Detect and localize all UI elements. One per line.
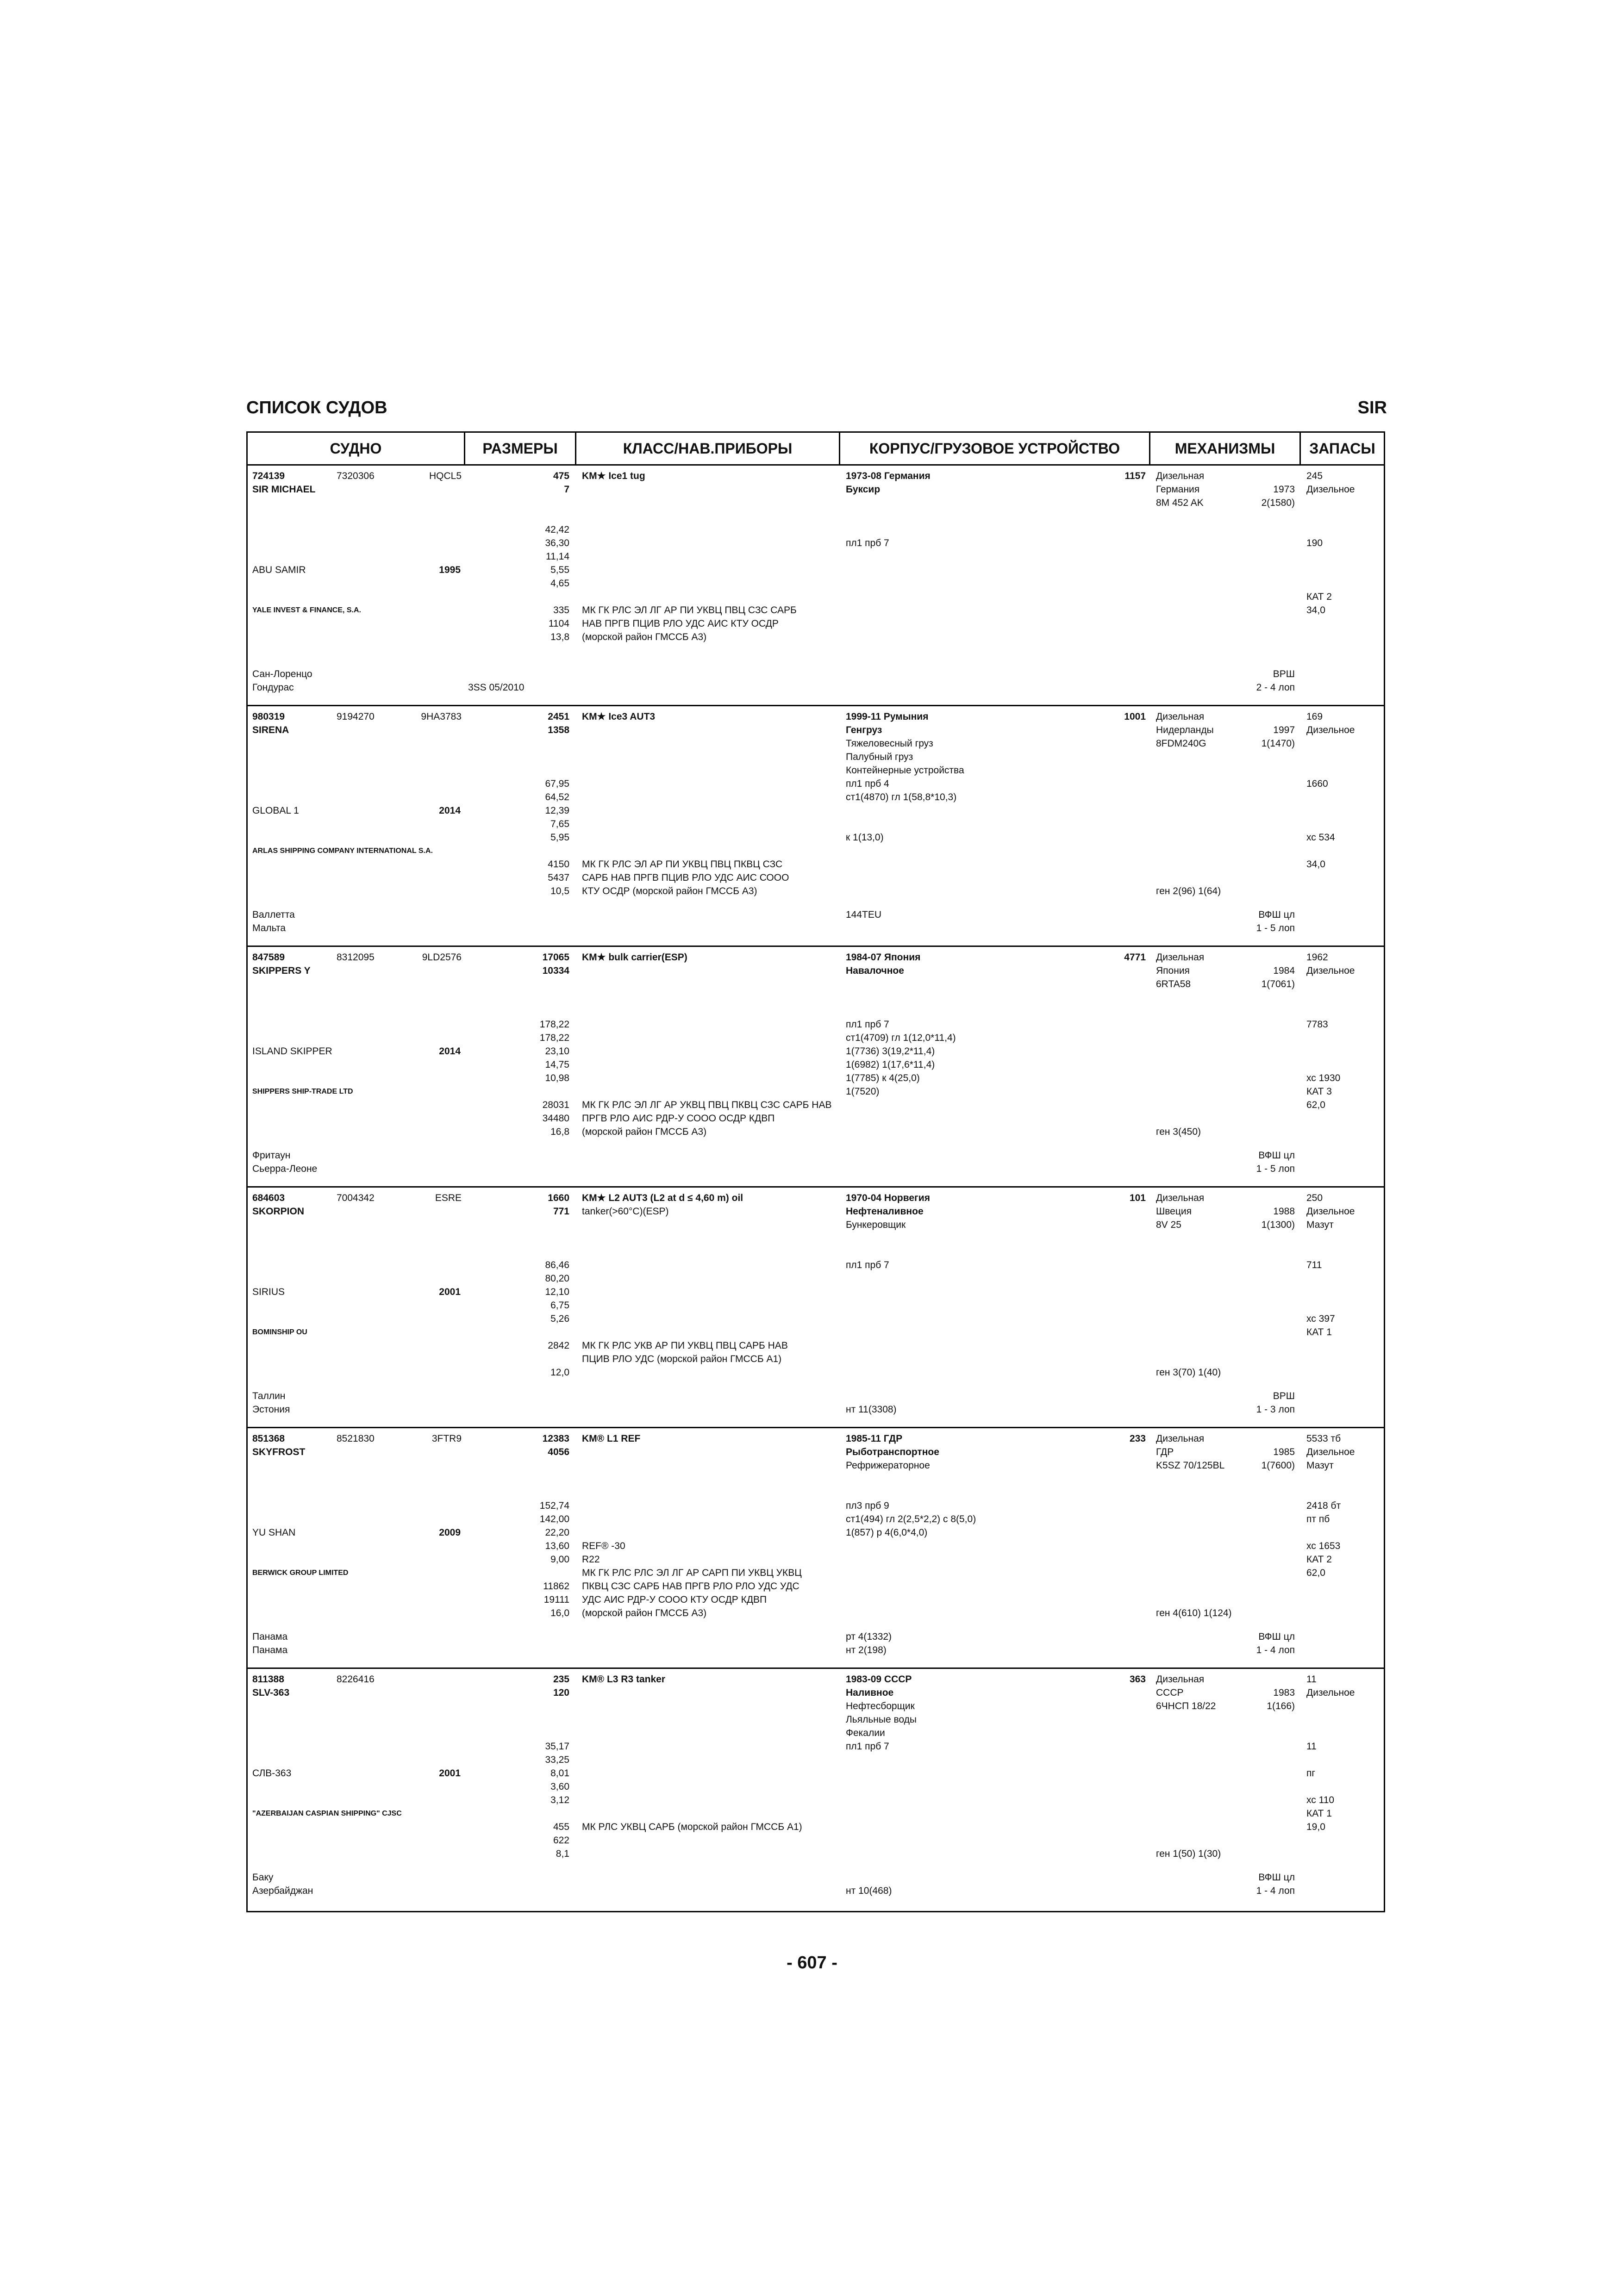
hull-line: Льяльные воды xyxy=(846,1714,917,1725)
engine-line: 8FDM240G xyxy=(1156,738,1206,749)
yard-number: 233 xyxy=(1129,1433,1146,1444)
ship-id: 847589 xyxy=(252,952,285,963)
stock-line: 250 xyxy=(1306,1193,1323,1203)
ship-record xyxy=(248,1188,1384,1428)
port: Панама xyxy=(252,1631,288,1642)
dimension-value: 64,52 xyxy=(545,792,569,803)
dimension-value: 12,39 xyxy=(545,805,569,816)
engine-line: Нидерланды xyxy=(1156,725,1214,735)
dimension-value: 7,65 xyxy=(550,819,569,829)
stock-line: 711 xyxy=(1306,1260,1322,1270)
hull-line: пл1 прб 7 xyxy=(846,1260,889,1270)
imo-number: 7320306 xyxy=(337,471,375,481)
generators: ген 3(450) xyxy=(1156,1126,1201,1137)
hull-line: Нефтесборщик xyxy=(846,1701,915,1711)
stock-line: КАТ 2 xyxy=(1306,591,1332,602)
engine-line: Дизельная xyxy=(1156,952,1205,963)
imo-number: 8312095 xyxy=(337,952,375,963)
nav-equipment: ПРГВ РЛО АИС РДР-У СООО ОСДР КДВП xyxy=(582,1113,775,1124)
dimension-value: 455 xyxy=(553,1822,569,1832)
former-name: YU SHAN xyxy=(252,1527,296,1538)
header-sudno: СУДНО xyxy=(248,433,465,464)
hull-line: 1(7520) xyxy=(846,1086,880,1097)
engine-line: Дизельная xyxy=(1156,1193,1205,1203)
dimension-value: 1660 xyxy=(548,1193,569,1203)
dimension-value: 12,0 xyxy=(550,1367,569,1378)
owner: ARLAS SHIPPING COMPANY INTERNATIONAL S.A. xyxy=(252,847,433,855)
propeller: ВФШ цл xyxy=(1258,1872,1295,1883)
engine-line: Дизельная xyxy=(1156,1674,1205,1685)
build-info: 1973-08 Германия xyxy=(846,471,931,481)
stock-line: хс 1930 xyxy=(1306,1073,1341,1083)
hull-line: пл1 прб 4 xyxy=(846,778,889,789)
former-name: ISLAND SKIPPER xyxy=(252,1046,332,1057)
propeller: ВФШ цл xyxy=(1258,909,1295,920)
dimension-value: 13,8 xyxy=(550,632,569,642)
page-title: СПИСОК СУДОВ xyxy=(246,398,387,417)
stock-line: 11 xyxy=(1306,1741,1317,1752)
engine-year: 1984 xyxy=(1273,965,1295,976)
ship-name: SKIPPERS Y xyxy=(252,965,311,976)
nav-equipment: tanker(>60°C)(ESP) xyxy=(582,1206,669,1217)
call-sign: ESRE xyxy=(435,1193,462,1203)
hull-line: Палубный груз xyxy=(846,752,913,762)
dimension-value: 19111 xyxy=(543,1594,569,1605)
owner: "AZERBAIJAN CASPIAN SHIPPING" CJSC xyxy=(252,1810,402,1817)
dimension-value: 13,60 xyxy=(545,1541,569,1551)
imo-number: 8226416 xyxy=(337,1674,375,1685)
dimension-value: 142,00 xyxy=(539,1514,569,1524)
engine-line: Япония xyxy=(1156,965,1190,976)
dimension-value: 4056 xyxy=(548,1447,569,1457)
dimension-value: 22,20 xyxy=(545,1527,569,1538)
nav-equipment: (морской район ГМССБ А3) xyxy=(582,1608,707,1618)
call-sign: 9HA3783 xyxy=(421,711,462,722)
former-year: 2014 xyxy=(439,805,461,816)
ship-record xyxy=(248,1428,1384,1669)
dimension-value: 3,12 xyxy=(550,1795,569,1805)
hull-line: Фекалии xyxy=(846,1728,885,1738)
dimension-value: 1358 xyxy=(548,725,569,735)
generators: ген 2(96) 1(64) xyxy=(1156,886,1221,896)
hull-line: 1(7736) 3(19,2*11,4) xyxy=(846,1046,935,1057)
engine-line: K5SZ 70/125BL xyxy=(1156,1460,1225,1471)
nav-equipment: (морской район ГМССБ А3) xyxy=(582,632,707,642)
nav-equipment: МК ГК РЛС ЭЛ ЛГ АР ПИ УКВЦ ПВЦ СЗС САРБ xyxy=(582,605,797,616)
ship-id: 811388 xyxy=(252,1674,284,1685)
dimension-value: 3,60 xyxy=(550,1781,569,1792)
engine-line: 6RTA58 xyxy=(1156,979,1191,989)
ship-id: 980319 xyxy=(252,711,285,722)
dimension-value: 235 xyxy=(553,1674,569,1685)
dimension-value: 120 xyxy=(553,1687,569,1698)
hull-line: к 1(13,0) xyxy=(846,832,884,843)
nav-equipment: МК ГК РЛС РЛС ЭЛ ЛГ АР САРП ПИ УКВЦ УКВЦ xyxy=(582,1568,802,1578)
ship-record xyxy=(248,947,1384,1188)
engine-power: 1(7061) xyxy=(1261,979,1295,989)
engine-line: СССР xyxy=(1156,1687,1184,1698)
dimension-value: 5,55 xyxy=(550,565,569,575)
hull-line: Бункеровщик xyxy=(846,1220,906,1230)
dimension-value: 35,17 xyxy=(545,1741,569,1752)
engine-year: 1997 xyxy=(1273,725,1295,735)
stock-line: хс 110 xyxy=(1306,1795,1335,1805)
dimension-value: 33,25 xyxy=(545,1755,569,1765)
port: Таллин xyxy=(252,1391,286,1401)
dimension-value: 1104 xyxy=(548,618,569,629)
flag: Гондурас xyxy=(252,682,294,693)
hull-bottom: рт 4(1332) xyxy=(846,1631,892,1642)
former-year: 1995 xyxy=(439,565,461,575)
extra-note: 3SS 05/2010 xyxy=(468,682,525,693)
dimension-value: 152,74 xyxy=(539,1500,569,1511)
dimension-value: 34480 xyxy=(542,1113,569,1124)
former-year: 2001 xyxy=(439,1287,461,1297)
port: Баку xyxy=(252,1872,274,1883)
dimension-value: 42,42 xyxy=(545,524,569,535)
ship-name: SIRENA xyxy=(252,725,289,735)
dimension-value: 475 xyxy=(553,471,569,481)
ship-name: SKORPION xyxy=(252,1206,305,1217)
nav-equipment: УДС АИС РДР-У СООО КТУ ОСДР КДВП xyxy=(582,1594,767,1605)
dimension-value: 178,22 xyxy=(539,1019,569,1030)
imo-number: 7004342 xyxy=(337,1193,375,1203)
yard-number: 1157 xyxy=(1124,471,1146,481)
blades: 1 - 5 лоп xyxy=(1256,923,1295,933)
build-info: 1999-11 Румыния xyxy=(846,711,929,722)
dimension-value: 36,30 xyxy=(545,538,569,548)
ship-record xyxy=(248,466,1384,706)
ship-record xyxy=(248,706,1384,947)
dimension-value: 9,00 xyxy=(550,1554,569,1565)
dimension-value: 10,5 xyxy=(550,886,569,896)
engine-line: 8V 25 xyxy=(1156,1220,1181,1230)
stock-line: 1962 xyxy=(1306,952,1328,963)
engine-line: Дизельная xyxy=(1156,471,1205,481)
class-notation: KM★ bulk carrier(ESP) xyxy=(582,952,687,963)
generators: ген 4(610) 1(124) xyxy=(1156,1608,1232,1618)
hull-line: ст1(4709) гл 1(12,0*11,4) xyxy=(846,1033,956,1043)
stock-line: 245 xyxy=(1306,471,1323,481)
former-year: 2001 xyxy=(439,1768,461,1779)
header-class: КЛАСС/НАВ.ПРИБОРЫ xyxy=(576,433,840,464)
engine-power: 1(1300) xyxy=(1261,1220,1295,1230)
dimension-value: 622 xyxy=(553,1835,569,1846)
header-engines: МЕХАНИЗМЫ xyxy=(1150,433,1301,464)
nav-equipment: САРБ НАВ ПРГВ ПЦИВ РЛО УДС АИС СООО xyxy=(582,872,789,883)
hull-line: пл1 прб 7 xyxy=(846,538,889,548)
blades: 1 - 4 лоп xyxy=(1256,1885,1295,1896)
dimension-value: 335 xyxy=(553,605,569,616)
ship-name: SIR MICHAEL xyxy=(252,484,316,495)
nav-equipment: МК ГК РЛС ЭЛ ЛГ АР УКВЦ ПВЦ ПКВЦ СЗС САРБ НАВ xyxy=(582,1100,832,1110)
page-code: SIR xyxy=(1357,398,1387,417)
yard-number: 4771 xyxy=(1124,952,1146,963)
stock-line: 11 xyxy=(1306,1674,1317,1685)
dimension-value: 14,75 xyxy=(545,1059,569,1070)
dimension-value: 6,75 xyxy=(550,1300,569,1311)
engine-line: Дизельная xyxy=(1156,711,1205,722)
stock-line: КАТ 1 xyxy=(1306,1327,1332,1338)
stock-line: пт пб xyxy=(1306,1514,1330,1524)
header-sizes: РАЗМЕРЫ xyxy=(465,433,576,464)
stock-line: Дизельное xyxy=(1306,1447,1355,1457)
stock-line: 1660 xyxy=(1306,778,1328,789)
imo-number: 8521830 xyxy=(337,1433,375,1444)
build-info: 1970-04 Норвегия xyxy=(846,1193,930,1203)
nav-equipment: МК ГК РЛС УКВ АР ПИ УКВЦ ПВЦ САРБ НАВ xyxy=(582,1340,788,1351)
stock-line: 7783 xyxy=(1306,1019,1328,1030)
dimension-value: 86,46 xyxy=(545,1260,569,1270)
former-name: ABU SAMIR xyxy=(252,565,306,575)
engine-line: Германия xyxy=(1156,484,1200,495)
header-stock: ЗАПАСЫ xyxy=(1309,440,1375,457)
nav-equipment: (морской район ГМССБ А3) xyxy=(582,1126,707,1137)
former-name: GLOBAL 1 xyxy=(252,805,299,816)
engine-year: 1985 xyxy=(1273,1447,1295,1457)
hull-bottom: нт 10(468) xyxy=(846,1885,892,1896)
dimension-value: 17065 xyxy=(542,952,569,963)
hull-line: 1(857) р 4(6,0*4,0) xyxy=(846,1527,928,1538)
dimension-value: 7 xyxy=(564,484,569,495)
dimension-value: 28031 xyxy=(542,1100,569,1110)
port: Сан-Лоренцо xyxy=(252,669,312,679)
hull-line: Тяжеловесный груз xyxy=(846,738,933,749)
stock-line: 19,0 xyxy=(1306,1822,1325,1832)
engine-power: 2(1580) xyxy=(1261,498,1295,508)
ship-table xyxy=(246,431,1385,1912)
stock-line: хс 534 xyxy=(1306,832,1335,843)
port: Фритаун xyxy=(252,1150,291,1161)
stock-line: 34,0 xyxy=(1306,859,1325,870)
build-info: 1985-11 ГДР xyxy=(846,1433,903,1444)
dimension-value: 5437 xyxy=(548,872,569,883)
ship-record xyxy=(248,1669,1384,1910)
engine-power: 1(7600) xyxy=(1261,1460,1295,1471)
class-notation: KM® L1 REF xyxy=(582,1433,641,1444)
engine-year: 1973 xyxy=(1273,484,1295,495)
hull-line: пл3 прб 9 xyxy=(846,1500,889,1511)
hull-line: Нефтеналивное xyxy=(846,1206,924,1217)
hull-line: Рыботранспортное xyxy=(846,1447,939,1457)
nav-equipment: МК ГК РЛС ЭЛ АР ПИ УКВЦ ПВЦ ПКВЦ СЗС xyxy=(582,859,783,870)
build-info: 1984-07 Япония xyxy=(846,952,921,963)
stock-line: пг xyxy=(1306,1768,1316,1779)
owner: YALE INVEST & FINANCE, S.A. xyxy=(252,606,361,614)
dimension-value: 5,95 xyxy=(550,832,569,843)
call-sign: HQCL5 xyxy=(429,471,462,481)
hull-line: Рефрижераторное xyxy=(846,1460,930,1471)
dimension-value: 10334 xyxy=(542,965,569,976)
hull-bottom: нт 2(198) xyxy=(846,1645,887,1655)
call-sign: 9LD2576 xyxy=(422,952,462,963)
stock-line: 34,0 xyxy=(1306,605,1325,616)
dimension-value: 8,01 xyxy=(550,1768,569,1779)
dimension-value: 67,95 xyxy=(545,778,569,789)
owner: BERWICK GROUP LIMITED xyxy=(252,1569,349,1577)
dimension-value: 5,26 xyxy=(550,1313,569,1324)
dimension-value: 23,10 xyxy=(545,1046,569,1057)
stock-line: 190 xyxy=(1306,538,1323,548)
stock-line: 169 xyxy=(1306,711,1323,722)
dimension-value: 11862 xyxy=(543,1581,569,1592)
blades: 1 - 4 лоп xyxy=(1256,1645,1295,1655)
engine-line: ГДР xyxy=(1156,1447,1174,1457)
imo-number: 9194270 xyxy=(337,711,375,722)
stock-line: Мазут xyxy=(1306,1220,1334,1230)
hull-line: Генгруз xyxy=(846,725,882,735)
stock-line: Дизельное xyxy=(1306,1687,1355,1698)
class-notation: KM★ Ice3 AUT3 xyxy=(582,711,656,722)
dimension-value: 4150 xyxy=(548,859,569,870)
generators: ген 1(50) 1(30) xyxy=(1156,1848,1221,1859)
nav-equipment: ПЦИВ РЛО УДС (морской район ГМССБ А1) xyxy=(582,1354,782,1364)
yard-number: 1001 xyxy=(1124,711,1146,722)
former-year: 2014 xyxy=(439,1046,461,1057)
yard-number: 363 xyxy=(1129,1674,1146,1685)
hull-bottom: 144TEU xyxy=(846,909,882,920)
dimension-value: 12,10 xyxy=(545,1287,569,1297)
hull-line: пл1 прб 7 xyxy=(846,1741,889,1752)
dimension-value: 4,65 xyxy=(550,578,569,589)
engine-line: Дизельная xyxy=(1156,1433,1205,1444)
ship-id: 851368 xyxy=(252,1433,285,1444)
dimension-value: 12383 xyxy=(542,1433,569,1444)
class-notation: KM® L3 R3 tanker xyxy=(582,1674,666,1685)
flag: Эстония xyxy=(252,1404,290,1415)
nav-equipment: НАВ ПРГВ ПЦИВ РЛО УДС АИС КТУ ОСДР xyxy=(582,618,779,629)
former-year: 2009 xyxy=(439,1527,461,1538)
stock-line: Дизельное xyxy=(1306,725,1355,735)
engine-power: 1(1470) xyxy=(1261,738,1295,749)
engine-line: Швеция xyxy=(1156,1206,1192,1217)
hull-line: ст1(4870) гл 1(58,8*10,3) xyxy=(846,792,957,803)
stock-line: КАТ 3 xyxy=(1306,1086,1332,1097)
stock-line: Дизельное xyxy=(1306,484,1355,495)
engine-line: 8M 452 AK xyxy=(1156,498,1204,508)
nav-equipment: REF® -30 xyxy=(582,1541,625,1551)
class-notation: KM★ Ice1 tug xyxy=(582,471,645,481)
hull-line: Буксир xyxy=(846,484,881,495)
stock-line: хс 1653 xyxy=(1306,1541,1341,1551)
generators: ген 3(70) 1(40) xyxy=(1156,1367,1221,1378)
build-info: 1983-09 СССР xyxy=(846,1674,912,1685)
owner: SHIPPERS SHIP-TRADE LTD xyxy=(252,1088,353,1095)
ship-id: 724139 xyxy=(252,471,285,481)
dimension-value: 771 xyxy=(553,1206,569,1217)
engine-power: 1(166) xyxy=(1267,1701,1295,1711)
stock-line: КАТ 1 xyxy=(1306,1808,1332,1819)
blades: 2 - 4 лоп xyxy=(1256,682,1295,693)
engine-year: 1983 xyxy=(1273,1687,1295,1698)
former-name: SIRIUS xyxy=(252,1287,285,1297)
page-number: - 607 - xyxy=(787,1953,837,1972)
hull-bottom: нт 11(3308) xyxy=(846,1404,897,1415)
hull-line: 1(7785) к 4(25,0) xyxy=(846,1073,920,1083)
stock-line: Дизельное xyxy=(1306,965,1355,976)
engine-line: 6ЧНСП 18/22 xyxy=(1156,1701,1216,1711)
stock-line: 5533 тб xyxy=(1306,1433,1341,1444)
stock-line: 2418 бт xyxy=(1306,1500,1341,1511)
former-name: СЛВ-363 xyxy=(252,1768,292,1779)
class-notation: KM★ L2 AUT3 (L2 at d ≤ 4,60 m) oil xyxy=(582,1193,743,1203)
blades: 1 - 5 лоп xyxy=(1256,1164,1295,1174)
stock-line: Дизельное xyxy=(1306,1206,1355,1217)
ship-name: SLV-363 xyxy=(252,1687,290,1698)
flag: Сьерра-Леоне xyxy=(252,1164,318,1174)
dimension-value: 10,98 xyxy=(545,1073,569,1083)
stock-line: хс 397 xyxy=(1306,1313,1335,1324)
dimension-value: 8,1 xyxy=(556,1848,569,1859)
dimension-value: 2842 xyxy=(548,1340,569,1351)
nav-equipment: ПКВЦ СЗС САРБ НАВ ПРГВ РЛО РЛО УДС УДС xyxy=(582,1581,800,1592)
hull-line: ст1(494) гл 2(2,5*2,2) с 8(5,0) xyxy=(846,1514,976,1524)
ship-name: SKYFROST xyxy=(252,1447,306,1457)
propeller: ВФШ цл xyxy=(1258,1150,1295,1161)
stock-line: 62,0 xyxy=(1306,1100,1325,1110)
flag: Мальта xyxy=(252,923,286,933)
stock-line: КАТ 2 xyxy=(1306,1554,1332,1565)
flag: Азербайджан xyxy=(252,1885,313,1896)
flag: Панама xyxy=(252,1645,288,1655)
hull-line: Наливное xyxy=(846,1687,894,1698)
ship-id: 684603 xyxy=(252,1193,285,1203)
propeller: ВРШ xyxy=(1273,1391,1295,1401)
port: Валлетта xyxy=(252,909,295,920)
hull-line: Контейнерные устройства xyxy=(846,765,964,776)
hull-line: пл1 прб 7 xyxy=(846,1019,889,1030)
dimension-value: 80,20 xyxy=(545,1273,569,1284)
blades: 1 - 3 лоп xyxy=(1256,1404,1295,1415)
nav-equipment: МК РЛС УКВЦ САРБ (морской район ГМССБ А1) xyxy=(582,1822,802,1832)
dimension-value: 16,0 xyxy=(550,1608,569,1618)
stock-line: 62,0 xyxy=(1306,1568,1325,1578)
propeller: ВРШ xyxy=(1273,669,1295,679)
header-hull: КОРПУС/ГРУЗОВОЕ УСТРОЙСТВО xyxy=(840,433,1150,464)
nav-equipment: КТУ ОСДР (морской район ГМССБ А3) xyxy=(582,886,757,896)
stock-line: Мазут xyxy=(1306,1460,1334,1471)
dimension-value: 11,14 xyxy=(546,551,569,562)
propeller: ВФШ цл xyxy=(1258,1631,1295,1642)
hull-line: Навалочное xyxy=(846,965,904,976)
dimension-value: 178,22 xyxy=(539,1033,569,1043)
engine-year: 1988 xyxy=(1273,1206,1295,1217)
dimension-value: 16,8 xyxy=(550,1126,569,1137)
hull-line: 1(6982) 1(17,6*11,4) xyxy=(846,1059,935,1070)
dimension-value: 2451 xyxy=(548,711,569,722)
yard-number: 101 xyxy=(1129,1193,1146,1203)
call-sign: 3FTR9 xyxy=(431,1433,462,1444)
nav-equipment: R22 xyxy=(582,1554,600,1565)
owner: BOMINSHIP OU xyxy=(252,1328,307,1336)
